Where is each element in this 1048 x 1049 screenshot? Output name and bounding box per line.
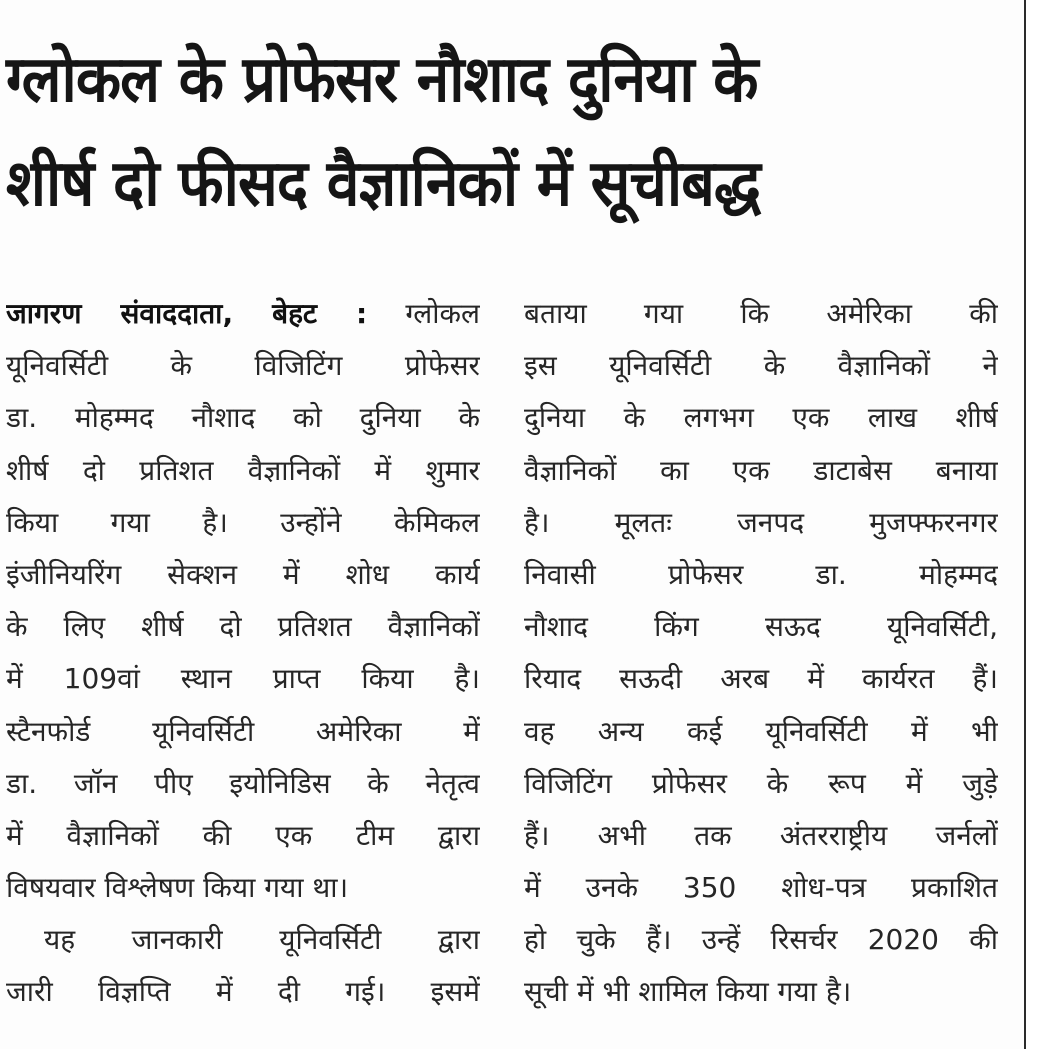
article-line: में 109वां स्थान प्राप्त किया है।	[6, 662, 480, 696]
article-line: में उनके 350 शोध-पत्र प्रकाशित	[524, 871, 998, 905]
page-margin	[1026, 0, 1048, 1049]
article-line: इंजीनियरिंग सेक्शन में शोध कार्य	[6, 557, 480, 591]
article-line: सूची में भी शामिल किया गया है।	[524, 975, 852, 1009]
article-line: रियाद सऊदी अरब में कार्यरत हैं।	[524, 662, 998, 696]
article-line: वह अन्य कई यूनिवर्सिटी में भी	[524, 714, 998, 748]
article-line: वैज्ञानिकों का एक डाटाबेस बनाया	[524, 453, 998, 487]
headline-line-2: शीर्ष दो फीसद वैज्ञानिकों में सूचीबद्ध	[6, 147, 761, 221]
article-line: बताया गया कि अमेरिका की	[524, 297, 998, 330]
byline: जागरण संवाददाता, बेहट :	[6, 297, 368, 330]
left-column	[6, 288, 480, 1019]
article-line: विषयवार विश्लेषण किया गया था।	[6, 871, 349, 905]
article-line: निवासी प्रोफेसर डा. मोहम्मद	[524, 557, 998, 591]
article-line: जारी विज्ञप्ति में दी गई। इसमें	[6, 975, 480, 1009]
article-line: के लिए शीर्ष दो प्रतिशत वैज्ञानिकों	[6, 610, 480, 644]
article-line: इस यूनिवर्सिटी के वैज्ञानिकों ने	[524, 349, 998, 383]
article-line-text: ग्लोकल	[405, 297, 480, 330]
headline	[6, 28, 937, 236]
article-line: नौशाद किंग सऊद यूनिवर्सिटी,	[524, 610, 998, 644]
article-line: डा. जॉन पीए इयोनिडिस के नेतृत्व	[6, 766, 480, 800]
article-line: स्टैनफोर्ड यूनिवर्सिटी अमेरिका में	[6, 714, 480, 748]
article-line: शीर्ष दो प्रतिशत वैज्ञानिकों में शुमार	[6, 453, 480, 487]
article-line: यूनिवर्सिटी के विजिटिंग प्रोफेसर	[6, 349, 480, 383]
article-line: डा. मोहम्मद नौशाद को दुनिया के	[6, 401, 480, 435]
article-line: किया गया है। उन्होंने केमिकल	[6, 505, 480, 539]
article-line: दुनिया के लगभग एक लाख शीर्ष	[524, 401, 998, 435]
article-line	[6, 288, 480, 340]
article-line: में वैज्ञानिकों की एक टीम द्वारा	[6, 818, 480, 852]
article-line: विजिटिंग प्रोफेसर के रूप में जुड़े	[524, 766, 998, 800]
article-line: हैं। अभी तक अंतरराष्ट्रीय जर्नलों	[524, 818, 998, 852]
right-column	[524, 288, 998, 1019]
article-line: यह जानकारी यूनिवर्सिटी द्वारा	[44, 923, 480, 957]
article-line: है। मूलतः जनपद मुजफ्फरनगर	[524, 505, 998, 539]
article-line: हो चुके हैं। उन्हें रिसर्चर 2020 की	[524, 923, 998, 957]
headline-line-1: ग्लोकल के प्रोफेसर नौशाद दुनिया के	[6, 43, 758, 117]
